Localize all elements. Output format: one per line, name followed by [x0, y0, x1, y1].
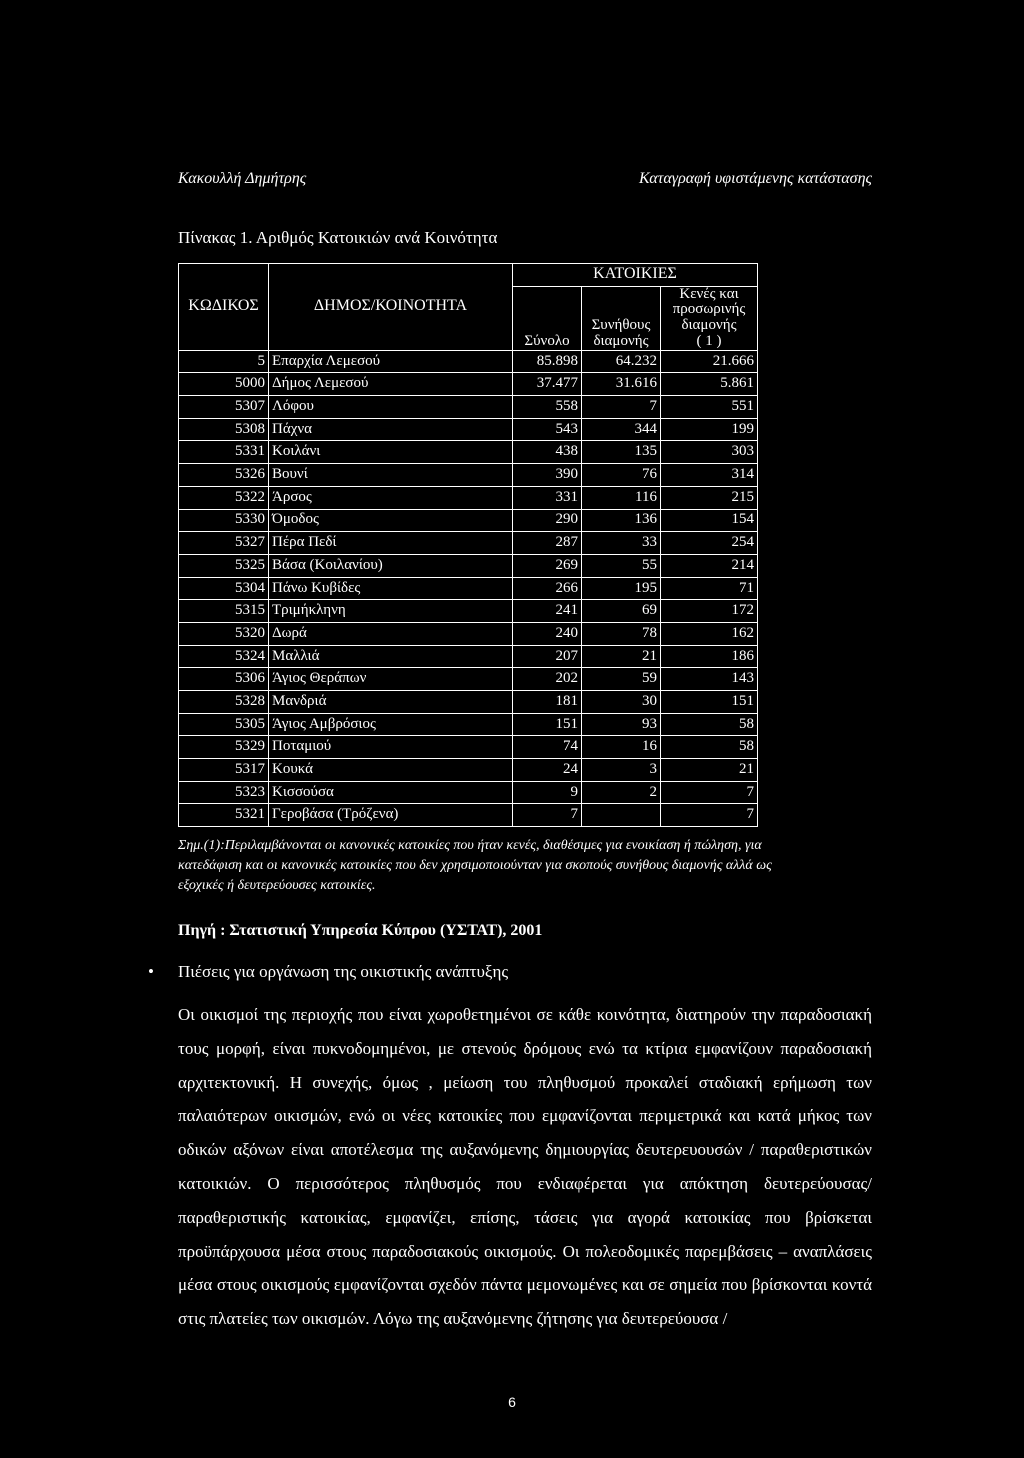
cell-usual: 16: [582, 736, 661, 759]
table-row: [179, 509, 758, 532]
cell-total: 331: [513, 486, 582, 509]
cell-code: 5326: [179, 464, 269, 487]
cell-vacant: 7: [661, 781, 758, 804]
table-caption: Πίνακας 1. Αριθμός Κατοικιών ανά Κοινότητα: [178, 228, 498, 247]
cell-name: Κισσούσα: [269, 781, 513, 804]
cell-name: Γεροβάσα (Τρόζενα): [269, 804, 513, 827]
cell-name: Ποταμιού: [269, 736, 513, 759]
cell-code: 5307: [179, 396, 269, 419]
cell-name: Όμοδος: [269, 509, 513, 532]
table-source: Πηγή : Στατιστική Υπηρεσία Κύπρου (ΥΣΤΑΤ), 2001: [178, 922, 543, 939]
cell-code: 5317: [179, 759, 269, 782]
cell-usual: [582, 804, 661, 827]
cell-vacant: 199: [661, 418, 758, 441]
cell-vacant: 154: [661, 509, 758, 532]
page-number: 6: [508, 1394, 516, 1410]
cell-name: Τριμήκληνη: [269, 600, 513, 623]
cell-vacant: 215: [661, 486, 758, 509]
cell-code: 5328: [179, 691, 269, 714]
cell-name: Μαλλιά: [269, 645, 513, 668]
header-vacant-line2: προσωρινής: [672, 301, 746, 318]
table-row: [179, 781, 758, 804]
cell-total: 240: [513, 622, 582, 645]
cell-name: Βουνί: [269, 464, 513, 487]
cell-vacant: 303: [661, 441, 758, 464]
header-dwellings-group: ΚΑΤΟΙΚΙΕΣ: [513, 264, 758, 287]
cell-code: 5322: [179, 486, 269, 509]
dwellings-table: [178, 263, 758, 827]
cell-vacant: 314: [661, 464, 758, 487]
table-row: [179, 441, 758, 464]
table-row: [179, 418, 758, 441]
cell-total: 37.477: [513, 373, 582, 396]
cell-usual: 30: [582, 691, 661, 714]
cell-usual: 344: [582, 418, 661, 441]
header-author: Κακουλλή Δημήτρης: [178, 170, 307, 187]
header-code: ΚΩΔΙΚΟΣ: [179, 264, 269, 351]
table-row: [179, 554, 758, 577]
cell-vacant: 21: [661, 759, 758, 782]
cell-usual: 78: [582, 622, 661, 645]
cell-usual: 55: [582, 554, 661, 577]
cell-code: 5315: [179, 600, 269, 623]
table-row: [179, 645, 758, 668]
cell-usual: 64.232: [582, 350, 661, 373]
cell-name: Μανδριά: [269, 691, 513, 714]
cell-code: 5324: [179, 645, 269, 668]
cell-name: Λόφου: [269, 396, 513, 419]
table-row: [179, 396, 758, 419]
cell-vacant: 21.666: [661, 350, 758, 373]
cell-usual: 3: [582, 759, 661, 782]
cell-total: 558: [513, 396, 582, 419]
cell-vacant: 254: [661, 532, 758, 555]
cell-vacant: 7: [661, 804, 758, 827]
table-row: [179, 804, 758, 827]
cell-total: 151: [513, 713, 582, 736]
cell-code: 5320: [179, 622, 269, 645]
cell-usual: 33: [582, 532, 661, 555]
cell-name: Κουκά: [269, 759, 513, 782]
cell-name: Βάσα (Κοιλανίου): [269, 554, 513, 577]
table-row: [179, 464, 758, 487]
cell-vacant: 151: [661, 691, 758, 714]
cell-code: 5323: [179, 781, 269, 804]
header-total: Σύνολο: [513, 286, 582, 350]
cell-name: Άρσος: [269, 486, 513, 509]
section-bullet: [148, 962, 508, 982]
table-row: [179, 759, 758, 782]
cell-vacant: 214: [661, 554, 758, 577]
cell-vacant: 58: [661, 736, 758, 759]
cell-usual: 135: [582, 441, 661, 464]
cell-usual: 195: [582, 577, 661, 600]
table-row: [179, 373, 758, 396]
header-vacant-line3: διαμονής: [681, 317, 737, 334]
cell-code: 5325: [179, 554, 269, 577]
cell-total: 290: [513, 509, 582, 532]
cell-code: 5330: [179, 509, 269, 532]
cell-vacant: 58: [661, 713, 758, 736]
cell-name: Επαρχία Λεμεσού: [269, 350, 513, 373]
table-row: [179, 622, 758, 645]
cell-usual: 93: [582, 713, 661, 736]
cell-usual: 31.616: [582, 373, 661, 396]
cell-code: 5: [179, 350, 269, 373]
cell-total: 543: [513, 418, 582, 441]
cell-code: 5306: [179, 668, 269, 691]
cell-total: 24: [513, 759, 582, 782]
cell-total: 390: [513, 464, 582, 487]
bullet-dot: •: [148, 962, 154, 981]
cell-name: Δήμος Λεμεσού: [269, 373, 513, 396]
cell-code: 5329: [179, 736, 269, 759]
cell-vacant: 143: [661, 668, 758, 691]
cell-code: 5000: [179, 373, 269, 396]
header-title: Καταγραφή υφιστάμενης κατάστασης: [639, 170, 872, 187]
cell-code: 5331: [179, 441, 269, 464]
cell-total: 181: [513, 691, 582, 714]
cell-total: 74: [513, 736, 582, 759]
table-row: [179, 350, 758, 373]
cell-vacant: 162: [661, 622, 758, 645]
cell-total: 438: [513, 441, 582, 464]
table-row: [179, 577, 758, 600]
header-vacant: [661, 286, 758, 350]
cell-code: 5305: [179, 713, 269, 736]
cell-name: Κοιλάνι: [269, 441, 513, 464]
cell-usual: 116: [582, 486, 661, 509]
cell-name: Πέρα Πεδί: [269, 532, 513, 555]
cell-usual: 59: [582, 668, 661, 691]
cell-total: 241: [513, 600, 582, 623]
cell-total: 287: [513, 532, 582, 555]
header-vacant-line4: ( 1 ): [696, 332, 722, 349]
cell-total: 85.898: [513, 350, 582, 373]
cell-vacant: 71: [661, 577, 758, 600]
cell-vacant: 551: [661, 396, 758, 419]
cell-total: 207: [513, 645, 582, 668]
cell-name: Πάχνα: [269, 418, 513, 441]
header-usual-line2: διαμονής: [593, 332, 649, 349]
table-row: [179, 600, 758, 623]
cell-usual: 76: [582, 464, 661, 487]
body-paragraph: Οι οικισμοί της περιοχής που είναι χωροθετημένοι σε κάθε κοινότητα, διατηρούν την παραδοσιακή τους μορφή, είναι πυκνοδομημένοι, με στενούς δρόμους ενώ τα κτίρια εμφανίζουν παραδοσιακή αρχιτεκτονική. Η συνεχής, όμως , μείωση του πληθυσμού προκαλεί σταδιακή ερήμωση των παλαιότερων οικισμών, ενώ οι νέες κατοικίες που εμφανίζονται περιμετρικά και κατά μήκος των οδικών αξόνων είναι αποτέλεσμα της αυξανόμενης δημιουργίας δευτερευουσών / παραθεριστικών κατοικιών. Ο περισσότερος πληθυσμός που ενδιαφέρεται για απόκτηση δευτερεύουσας/ παραθεριστικής κατοικίας, εμφανίζει, επίσης, τάσεις για αγορά κατοικίας που βρίσκεται προϋπάρχουσα μέσα στους παραδοσιακούς οικισμούς. Οι πολεοδομικές παρεμβάσεις – αναπλάσεις μέσα στους οικισμούς εμφανίζονται σχεδόν πάντα μεμονωμένες και σε σημεία που βρίσκονται κοντά στις πλατείες των οικισμών. Λόγω της αυξανόμενης ζήτησης για δευτερεύουσα /: [178, 1005, 872, 1329]
cell-vacant: 186: [661, 645, 758, 668]
cell-vacant: 5.861: [661, 373, 758, 396]
table-row: [179, 691, 758, 714]
header-usual-line1: Συνήθους: [591, 317, 651, 334]
cell-name: Άγιος Θεράπων: [269, 668, 513, 691]
cell-code: 5321: [179, 804, 269, 827]
cell-usual: 136: [582, 509, 661, 532]
cell-usual: 69: [582, 600, 661, 623]
table-row: [179, 713, 758, 736]
header-municipality: ΔΗΜΟΣ/ΚΟΙΝΟΤΗΤΑ: [269, 264, 513, 351]
cell-usual: 21: [582, 645, 661, 668]
header-vacant-line1: Κενές και: [679, 285, 739, 302]
cell-total: 9: [513, 781, 582, 804]
table-row: [179, 736, 758, 759]
section-heading: Πιέσεις για οργάνωση της οικιστικής ανάπτυξης: [178, 962, 509, 981]
cell-total: 266: [513, 577, 582, 600]
table-row: [179, 486, 758, 509]
table-row: [179, 532, 758, 555]
cell-code: 5304: [179, 577, 269, 600]
cell-code: 5308: [179, 418, 269, 441]
cell-vacant: 172: [661, 600, 758, 623]
cell-usual: 2: [582, 781, 661, 804]
table-body: [179, 350, 758, 826]
cell-name: Πάνω Κυβίδες: [269, 577, 513, 600]
cell-name: Άγιος Αμβρόσιος: [269, 713, 513, 736]
table-note: Σημ.(1):Περιλαμβάνονται οι κανονικές κατοικίες που ήταν κενές, διαθέσιμες για ενοικίαση ή πώληση, για κατεδάφιση και οι κανονικές κατοικίες που δεν χρησιμοποιούνταν για σκοπούς συνήθους διαμονής αλλά ως εξοχικές ή δευτερεύουσες κατοικίες.: [178, 838, 772, 893]
table-row: [179, 668, 758, 691]
cell-total: 269: [513, 554, 582, 577]
header-usual-residence: [582, 286, 661, 350]
cell-name: Δωρά: [269, 622, 513, 645]
cell-usual: 7: [582, 396, 661, 419]
cell-code: 5327: [179, 532, 269, 555]
cell-total: 7: [513, 804, 582, 827]
cell-total: 202: [513, 668, 582, 691]
